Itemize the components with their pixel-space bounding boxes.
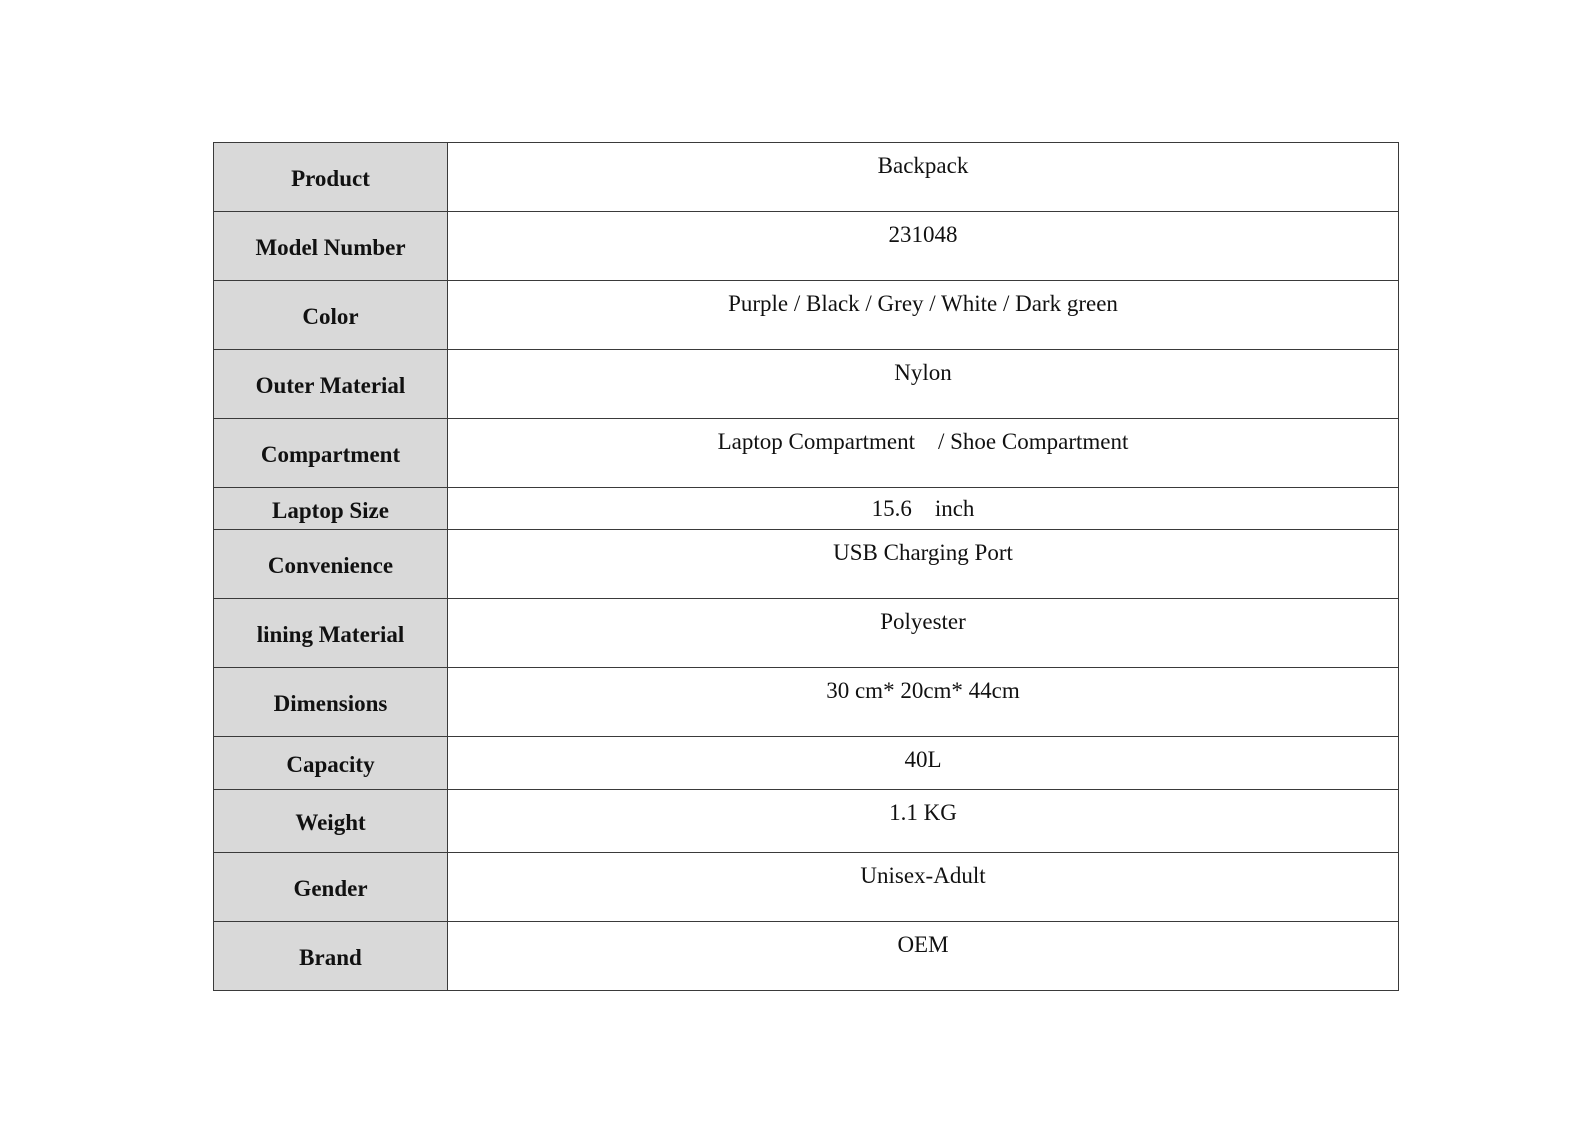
- spec-label-laptop-size: Laptop Size: [214, 488, 448, 530]
- spec-label-outer-material: Outer Material: [214, 350, 448, 419]
- table-row: [214, 530, 1399, 599]
- spec-value-capacity: 40L: [448, 737, 1399, 790]
- table-row: [214, 212, 1399, 281]
- table-row: [214, 488, 1399, 530]
- spec-value-color: Purple / Black / Grey / White / Dark green: [448, 281, 1399, 350]
- spec-value-product: Backpack: [448, 143, 1399, 212]
- spec-value-weight: 1.1 KG: [448, 790, 1399, 853]
- spec-value-model-number: 231048: [448, 212, 1399, 281]
- spec-label-weight: Weight: [214, 790, 448, 853]
- spec-value-laptop-size: 15.6 inch: [448, 488, 1399, 530]
- spec-label-capacity: Capacity: [214, 737, 448, 790]
- spec-value-convenience: USB Charging Port: [448, 530, 1399, 599]
- table-row: [214, 790, 1399, 853]
- spec-label-gender: Gender: [214, 853, 448, 922]
- table-row: [214, 143, 1399, 212]
- table-row: [214, 419, 1399, 488]
- spec-value-compartment: Laptop Compartment / Shoe Compartment: [448, 419, 1399, 488]
- spec-label-color: Color: [214, 281, 448, 350]
- table-row: [214, 922, 1399, 991]
- spec-value-outer-material: Nylon: [448, 350, 1399, 419]
- spec-value-brand: OEM: [448, 922, 1399, 991]
- spec-value-gender: Unisex-Adult: [448, 853, 1399, 922]
- spec-label-lining-material: lining Material: [214, 599, 448, 668]
- table-row: [214, 281, 1399, 350]
- spec-value-dimensions: 30 cm* 20cm* 44cm: [448, 668, 1399, 737]
- product-spec-table: [213, 142, 1399, 991]
- table-row: [214, 599, 1399, 668]
- table-row: [214, 853, 1399, 922]
- spec-label-convenience: Convenience: [214, 530, 448, 599]
- spec-label-dimensions: Dimensions: [214, 668, 448, 737]
- table-row: [214, 350, 1399, 419]
- spec-label-model-number: Model Number: [214, 212, 448, 281]
- spec-label-brand: Brand: [214, 922, 448, 991]
- table-row: [214, 668, 1399, 737]
- table-row: [214, 737, 1399, 790]
- spec-label-product: Product: [214, 143, 448, 212]
- spec-value-lining-material: Polyester: [448, 599, 1399, 668]
- spec-label-compartment: Compartment: [214, 419, 448, 488]
